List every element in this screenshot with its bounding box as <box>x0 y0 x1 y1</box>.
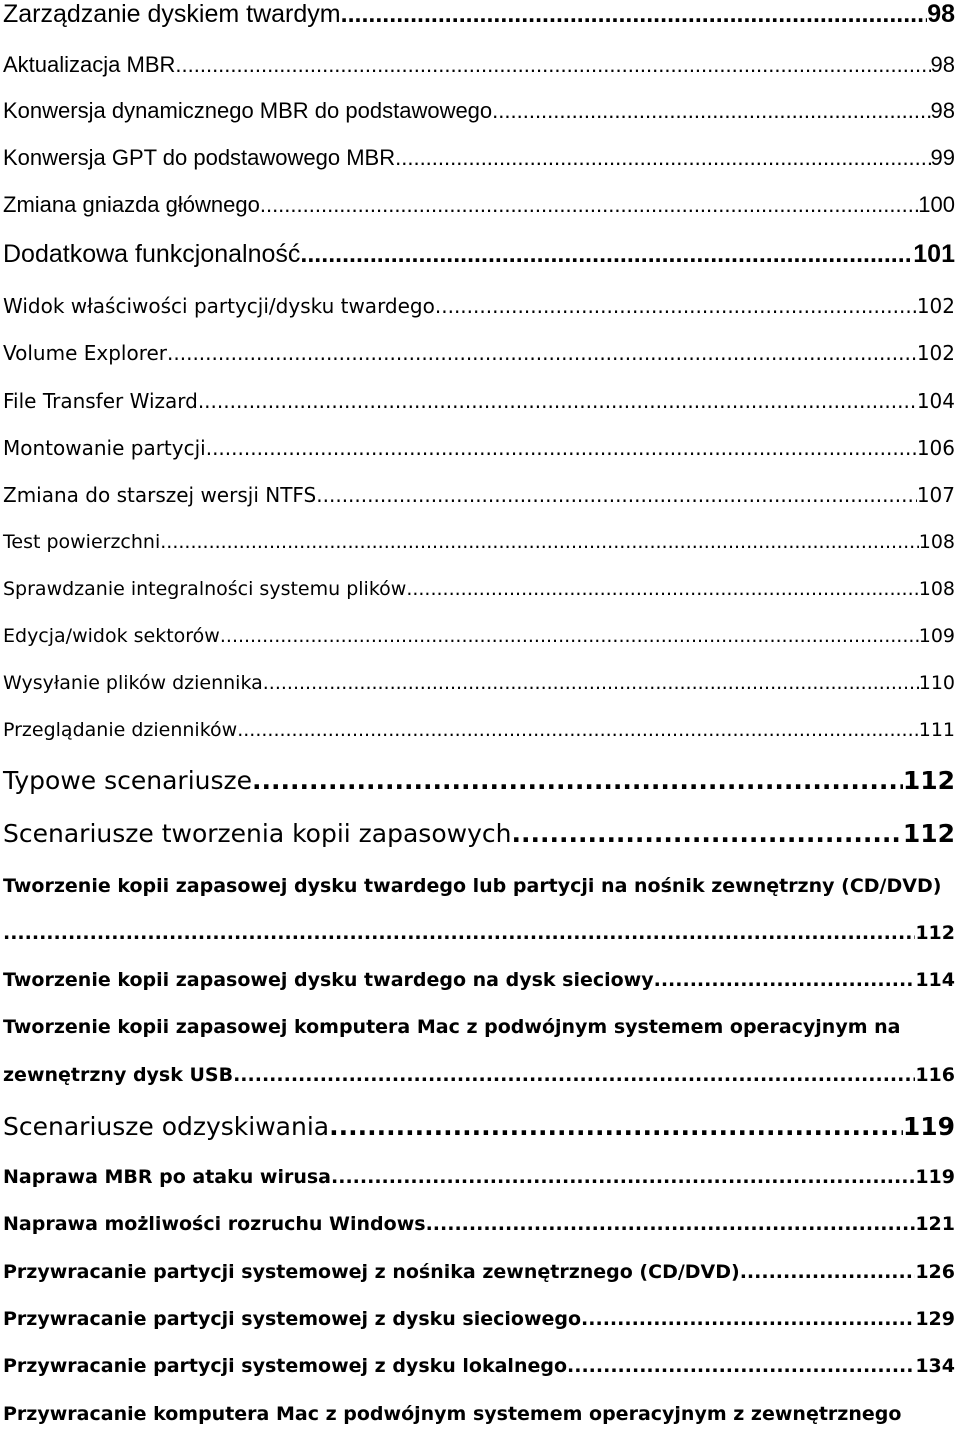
toc-leader-dots <box>160 531 918 553</box>
toc-leader-dots <box>167 341 917 365</box>
toc-entry-title: Edycja/widok sektorów <box>3 625 220 647</box>
toc-page-number: 98 <box>930 52 955 77</box>
toc-entry[interactable] <box>3 1166 955 1188</box>
toc-leader-dots <box>260 192 918 218</box>
toc-entry[interactable] <box>3 294 955 318</box>
toc-entry-title[interactable]: Tworzenie kopii zapasowej dysku twardego lub partycji na nośnik zewnętrzny (CD/DVD) <box>3 875 942 897</box>
toc-leader-dots <box>263 672 919 694</box>
toc-entry-title: Przywracanie partycji systemowej z dysku sieciowego <box>3 1308 582 1330</box>
toc-entry[interactable] <box>3 436 955 460</box>
toc-entry-title: Zarządzanie dyskiem twardym <box>3 0 341 28</box>
toc-entry-title: Zmiana do starszej wersji NTFS <box>3 483 317 507</box>
toc-entry-title: Naprawa MBR po ataku wirusa <box>3 1166 332 1188</box>
toc-entry-title[interactable]: Tworzenie kopii zapasowej komputera Mac z podwójnym systemem operacyjnym na <box>3 1016 901 1038</box>
toc-page-number: 126 <box>915 1261 955 1283</box>
toc-entry[interactable] <box>3 1112 955 1141</box>
toc-entry-title: Test powierzchni <box>3 531 161 553</box>
toc-leader-dots <box>3 922 915 944</box>
toc-leader-dots <box>406 578 918 600</box>
toc-page-number: 109 <box>918 625 955 647</box>
toc-leader-dots <box>426 1213 916 1235</box>
toc-leader-dots <box>492 98 930 124</box>
toc-entry[interactable] <box>3 819 955 848</box>
toc-entry-title: Widok właściwości partycji/dysku twardego <box>3 294 435 318</box>
toc-entry-title: File Transfer Wizard <box>3 389 198 413</box>
toc-entry[interactable] <box>3 145 955 171</box>
toc-leader-dots <box>206 436 917 460</box>
toc-page-number: 114 <box>915 969 955 991</box>
toc-entry[interactable] <box>3 1213 955 1235</box>
toc-entry-title: Tworzenie kopii zapasowej dysku twardego na dysk sieciowy <box>3 969 654 991</box>
toc-entry-title: Konwersja dynamicznego MBR do podstawowego <box>3 98 493 123</box>
toc-entry[interactable] <box>3 578 955 600</box>
toc-leader-dots <box>300 240 913 269</box>
toc-leader-dots <box>581 1308 915 1330</box>
toc-entry-title: Aktualizacja MBR <box>3 52 176 77</box>
toc-leader-dots <box>740 1261 916 1283</box>
toc-entry-title: Montowanie partycji <box>3 436 206 460</box>
toc-page-number: 101 <box>913 240 955 268</box>
toc-leader-dots <box>395 145 930 171</box>
toc-page-number: 110 <box>918 672 955 694</box>
toc-entry-title: Scenariusze odzyskiwania <box>3 1112 330 1141</box>
toc-entry-title-cont: zewnętrzny dysk USB <box>3 1064 234 1086</box>
toc-leader-dots <box>252 766 903 795</box>
toc-page-number: 112 <box>915 922 955 944</box>
toc-entry-title: Scenariusze tworzenia kopii zapasowych <box>3 819 512 848</box>
toc-leader-dots <box>175 52 930 78</box>
toc-entry[interactable] <box>3 192 955 218</box>
toc-page-number: 108 <box>918 578 955 600</box>
toc-leader-dots <box>233 1064 915 1086</box>
toc-page-number: 111 <box>918 719 955 741</box>
toc-entry-title: Przywracanie partycji systemowej z nośnika zewnętrznego (CD/DVD) <box>3 1261 740 1283</box>
toc-entry[interactable] <box>3 766 955 795</box>
toc-entry-title: Wysyłanie plików dziennika <box>3 672 263 694</box>
toc-entry-continuation[interactable] <box>3 1064 955 1086</box>
toc-page-number: 119 <box>902 1112 955 1141</box>
toc-page-number: 121 <box>915 1213 955 1235</box>
toc-page-number: 129 <box>915 1308 955 1330</box>
toc-entry-title: Przywracanie partycji systemowej z dysku lokalnego <box>3 1355 568 1377</box>
toc-page-number: 106 <box>916 436 955 460</box>
toc-leader-dots <box>220 625 919 647</box>
toc-entry[interactable] <box>3 1355 955 1377</box>
toc-page-number: 104 <box>916 389 955 413</box>
toc-page-number: 134 <box>915 1355 955 1377</box>
toc-entry[interactable] <box>3 98 955 124</box>
toc-entry[interactable] <box>3 531 955 553</box>
toc-entry-title: Typowe scenariusze <box>3 766 253 795</box>
toc-leader-dots <box>654 969 916 991</box>
toc-page-number: 98 <box>930 98 955 123</box>
toc-entry-title: Volume Explorer <box>3 341 168 365</box>
toc-page-number: 102 <box>916 341 955 365</box>
toc-entry[interactable] <box>3 0 955 29</box>
toc-page-number: 119 <box>915 1166 955 1188</box>
toc-leader-dots <box>435 294 917 318</box>
toc-page-number: 100 <box>918 192 955 217</box>
toc-page-number: 108 <box>918 531 955 553</box>
toc-page-number: 112 <box>902 766 955 795</box>
toc-entry[interactable] <box>3 389 955 413</box>
toc-page-number: 116 <box>915 1064 955 1086</box>
toc-page-number: 98 <box>927 0 955 28</box>
toc-entry[interactable] <box>3 625 955 647</box>
toc-entry-title: Sprawdzanie integralności systemu plików <box>3 578 407 600</box>
toc-entry-title: Naprawa możliwości rozruchu Windows <box>3 1213 426 1235</box>
toc-entry-continuation[interactable] <box>3 922 955 944</box>
toc-entry-title: Konwersja GPT do podstawowego MBR <box>3 145 396 170</box>
toc-entry[interactable] <box>3 341 955 365</box>
toc-entry[interactable] <box>3 969 955 991</box>
toc-page-number: 107 <box>916 483 955 507</box>
toc-leader-dots <box>316 483 917 507</box>
toc-entry-title: Zmiana gniazda głównego <box>3 192 260 217</box>
toc-leader-dots <box>198 389 917 413</box>
toc-entry[interactable] <box>3 672 955 694</box>
toc-entry[interactable] <box>3 719 955 741</box>
toc-leader-dots <box>567 1355 915 1377</box>
toc-entry[interactable] <box>3 52 955 78</box>
toc-leader-dots <box>341 0 928 29</box>
toc-entry[interactable] <box>3 1261 955 1283</box>
toc-page-number: 112 <box>902 819 955 848</box>
toc-page-number: 102 <box>916 294 955 318</box>
toc-leader-dots <box>237 719 919 741</box>
toc-entry[interactable] <box>3 483 955 507</box>
toc-leader-dots <box>329 1112 903 1141</box>
toc-entry[interactable] <box>3 240 955 269</box>
toc-leader-dots <box>511 819 902 848</box>
toc-leader-dots <box>331 1166 915 1188</box>
toc-page-number: 99 <box>930 145 955 170</box>
toc-entry-title[interactable]: Przywracanie komputera Mac z podwójnym systemem operacyjnym z zewnętrznego <box>3 1403 902 1425</box>
toc-entry-title: Dodatkowa funkcjonalność <box>3 240 301 268</box>
toc-entry[interactable] <box>3 1308 955 1330</box>
toc-entry-title: Przeglądanie dzienników <box>3 719 238 741</box>
